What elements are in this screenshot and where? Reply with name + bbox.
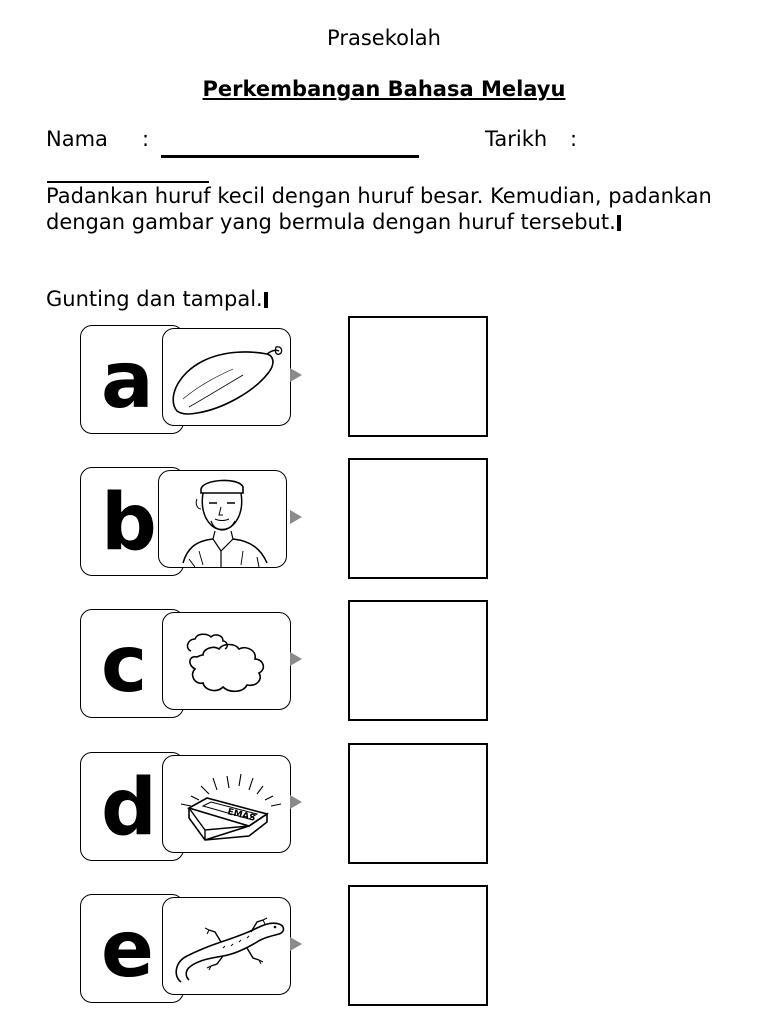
page-title: Perkembangan Bahasa Melayu	[202, 77, 566, 101]
instruction-body: Padankan huruf kecil dengan huruf besar. Kemudian, padankan dengan gambar yang bermula dengan huruf tersebut.	[46, 184, 712, 234]
gold-bar-label: EMAS	[226, 807, 257, 824]
arrow-icon	[290, 795, 302, 809]
gold-bar-icon	[163, 756, 290, 852]
name-colon: :	[142, 127, 150, 151]
text-cursor-mark	[617, 215, 621, 231]
match-row-c	[80, 600, 500, 722]
instruction-text	[46, 183, 726, 235]
picture-card[interactable]	[162, 755, 291, 853]
arrow-icon	[290, 937, 302, 951]
match-row-d	[80, 743, 500, 865]
text-cursor-mark	[264, 292, 268, 308]
sub-instruction-text	[46, 286, 726, 312]
match-row-e	[80, 885, 500, 1007]
arrow-icon	[290, 368, 302, 382]
answer-box[interactable]	[348, 600, 488, 721]
picture-card[interactable]	[162, 897, 291, 995]
letter-d: d	[101, 763, 157, 853]
answer-box[interactable]	[348, 743, 488, 864]
date-label: Tarikh	[485, 127, 548, 151]
letter-c: c	[101, 620, 148, 710]
papaya-icon	[163, 329, 290, 425]
lizard-icon	[163, 898, 290, 994]
answer-box[interactable]	[348, 316, 488, 437]
arrow-icon	[290, 652, 302, 666]
answer-box[interactable]	[348, 885, 488, 1006]
letter-a: a	[101, 336, 154, 426]
picture-card[interactable]	[162, 612, 291, 710]
cloud-icon	[163, 613, 290, 709]
picture-card[interactable]	[158, 470, 287, 568]
picture-card[interactable]	[162, 328, 291, 426]
match-row-a	[80, 316, 500, 438]
letter-b: b	[101, 478, 157, 568]
arrow-icon	[290, 510, 302, 524]
answer-box[interactable]	[348, 458, 488, 579]
letter-e: e	[101, 905, 154, 995]
date-colon: :	[570, 127, 578, 151]
match-row-b	[80, 458, 500, 580]
page-header: Prasekolah	[327, 26, 441, 50]
name-label: Nama	[46, 127, 108, 151]
sub-instruction-body: Gunting dan tampal.	[46, 287, 263, 311]
old-man-icon	[159, 471, 286, 567]
name-blank-line[interactable]	[161, 155, 419, 158]
